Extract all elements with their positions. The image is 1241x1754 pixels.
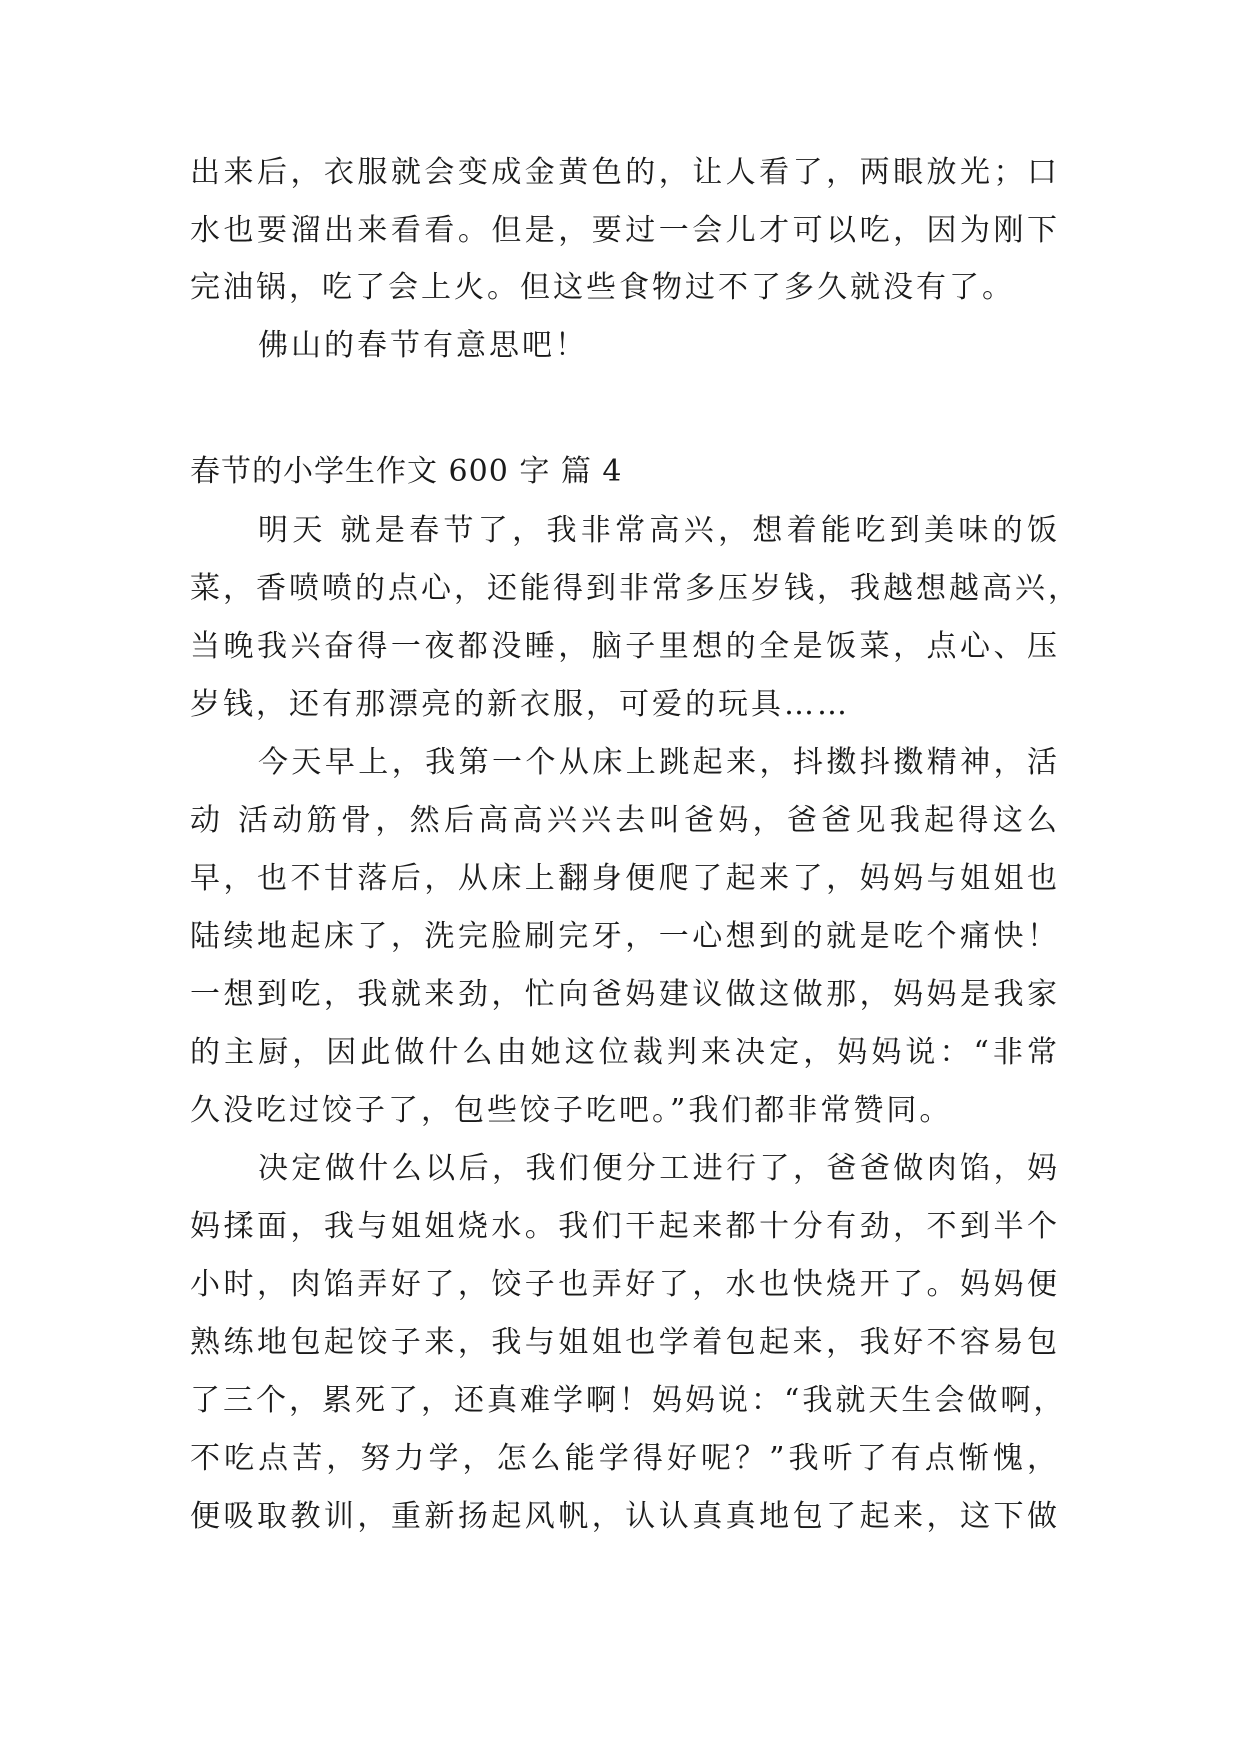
text-line: 动 活动筋骨，然后高高兴兴去叫爸妈，爸爸见我起得这么 [190, 803, 1060, 838]
text-line: 完油锅，吃了会上火。但这些食物过不了多久就没有了。 [190, 270, 1015, 305]
text-line: 明天 就是春节了，我非常高兴，想着能吃到美味的饭 [258, 513, 1060, 548]
text-line: 便吸取教训，重新扬起风帆，认认真真地包了起来，这下做 [190, 1499, 1060, 1534]
text-line: 当晚我兴奋得一夜都没睡，脑子里想的全是饭菜，点心、压 [190, 629, 1060, 664]
text-line: 的主厨，因此做什么由她这位裁判来决定，妈妈说：“非常 [190, 1035, 1060, 1070]
text-line: 小时，肉馅弄好了，饺子也弄好了，水也快烧开了。妈妈便 [190, 1267, 1060, 1302]
section-heading: 春节的小学生作文 600 字 篇 4 [190, 454, 623, 489]
text-line: 决定做什么以后，我们便分工进行了，爸爸做肉馅，妈 [258, 1151, 1060, 1186]
text-line: 熟练地包起饺子来，我与姐姐也学着包起来，我好不容易包 [190, 1325, 1060, 1360]
text-line: 佛山的春节有意思吧！ [258, 328, 588, 363]
text-line: 一想到吃，我就来劲，忙向爸妈建议做这做那，妈妈是我家 [190, 977, 1060, 1012]
text-line: 了三个，累死了，还真难学啊！妈妈说：“我就天生会做啊， [190, 1383, 1067, 1418]
text-line: 妈揉面，我与姐姐烧水。我们干起来都十分有劲，不到半个 [190, 1209, 1060, 1244]
text-line: 出来后，衣服就会变成金黄色的，让人看了，两眼放光；口 [190, 155, 1060, 190]
text-line: 久没吃过饺子了，包些饺子吃吧。”我们都非常赞同。 [190, 1093, 953, 1128]
text-line: 早，也不甘落后，从床上翻身便爬了起来了，妈妈与姐姐也 [190, 861, 1060, 896]
text-line: 菜，香喷喷的点心，还能得到非常多压岁钱，我越想越高兴， [190, 571, 1081, 606]
text-line: 水也要溜出来看看。但是，要过一会儿才可以吃，因为刚下 [190, 213, 1060, 248]
text-line: 今天早上，我第一个从床上跳起来，抖擞抖擞精神，活 [258, 745, 1060, 780]
text-line: 陆续地起床了，洗完脸刷完牙，一心想到的就是吃个痛快！ [190, 919, 1060, 954]
text-line: 不吃点苦，努力学，怎么能学得好呢？”我听了有点惭愧， [190, 1441, 1060, 1476]
text-line: 岁钱，还有那漂亮的新衣服，可爱的玩具…… [190, 687, 850, 722]
